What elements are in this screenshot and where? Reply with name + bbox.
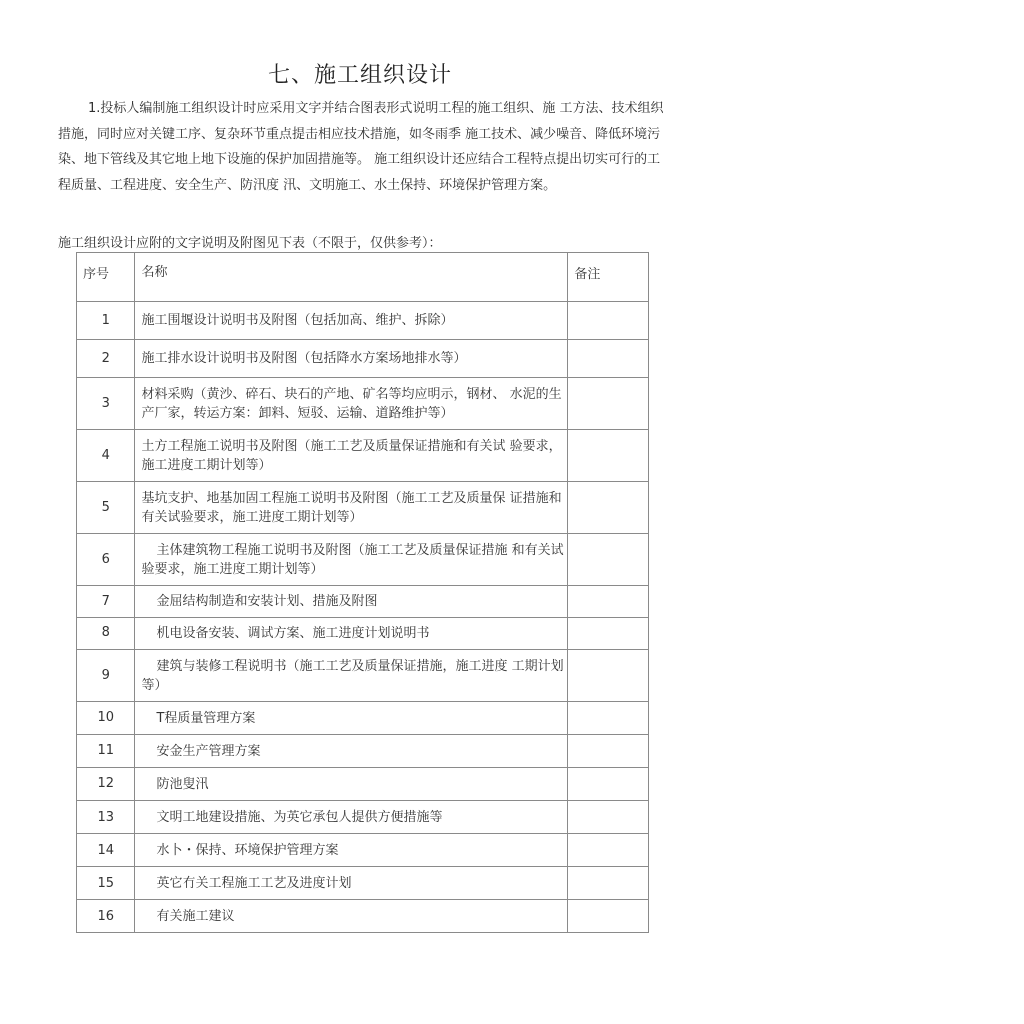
row-no: 10 [77, 702, 135, 735]
table-row [77, 735, 649, 768]
row-note [568, 867, 649, 900]
row-no: 4 [77, 430, 135, 482]
attachments-table [76, 252, 649, 933]
row-no: 1 [77, 302, 135, 340]
row-name [135, 867, 568, 900]
table-row [77, 482, 649, 534]
row-name-text: 防池叟汛 [156, 776, 209, 792]
row-name-text: 水卜・保持、环境保护管理方案 [156, 842, 339, 858]
row-note [568, 586, 649, 618]
row-name [135, 586, 568, 618]
row-no: 15 [77, 867, 135, 900]
table-row [77, 430, 649, 482]
table-row [77, 867, 649, 900]
table-row [77, 586, 649, 618]
row-name-text: T程质量管理方案 [156, 710, 256, 726]
table-row [77, 768, 649, 801]
row-name-text: 文明工地建设措施、为英它承包人提供方便措施等 [156, 809, 443, 825]
intro-text: 1.投标人编制施工组织设计时应采用文字并结合图表形式说明工程的施工组织、施 工方法、技术组织措施，同时应对关键工序、复杂环节重点提击相应技术措施，如冬雨季 施工技术、减少噪音、降低环境污染、地下管线及其它地上地下设施的保护加固措施等。 施工组织设计还应结合工程特点提出切实可行的工程质量、工程进度、安全生产、防汛度 汛、文明施工、水土保持、环境保护管理方案。 [58, 101, 664, 193]
intro-paragraph [58, 96, 670, 198]
row-note [568, 618, 649, 650]
table-row [77, 378, 649, 430]
row-no: 8 [77, 618, 135, 650]
row-no: 3 [77, 378, 135, 430]
header-no: 序号 [77, 253, 135, 302]
header-note: 备注 [568, 253, 649, 302]
row-name: 土方工程施工说明书及附图（施工工艺及质量保证措施和有关试 验要求，施工进度工期计划等） [135, 430, 568, 482]
row-name-text: 有关施工建议 [156, 908, 235, 924]
row-name [135, 702, 568, 735]
row-no: 5 [77, 482, 135, 534]
row-name [135, 534, 568, 586]
row-name [135, 735, 568, 768]
row-name: 材料采购（黄沙、碎石、块石的产地、矿名等均应明示，钢材、 水泥的生产厂家，转运方案：卸料、短驳、运输、道路维护等） [135, 378, 568, 430]
row-name-text: 金屈结构制造和安装计划、措施及附图 [156, 594, 378, 609]
row-name-text: 安金生产管理方案 [156, 743, 261, 759]
row-name [135, 650, 568, 702]
table-header-row [77, 253, 649, 302]
row-note [568, 801, 649, 834]
table-row [77, 801, 649, 834]
row-name-text: 建筑与装修工程说明书（施工工艺及质量保证措施，施工进度 工期计划等） [141, 658, 564, 693]
table-row [77, 618, 649, 650]
row-name [135, 768, 568, 801]
row-note [568, 900, 649, 933]
row-no: 2 [77, 340, 135, 378]
table-caption: 施工组织设计应附的文字说明及附图见下表（不限于，仅供参考）： [58, 236, 442, 251]
row-no: 13 [77, 801, 135, 834]
row-no: 14 [77, 834, 135, 867]
row-name [135, 618, 568, 650]
row-note [568, 702, 649, 735]
row-note [568, 430, 649, 482]
row-note [568, 768, 649, 801]
row-note [568, 534, 649, 586]
row-no: 12 [77, 768, 135, 801]
table-row [77, 900, 649, 933]
row-name: 基坑支护、地基加固工程施工说明书及附图（施工工艺及质量保 证措施和有关试验要求，施工进度工期计划等） [135, 482, 568, 534]
row-name-text: 机电设备安装、调试方案、施工进度计划说明书 [156, 626, 430, 641]
row-no: 6 [77, 534, 135, 586]
row-name [135, 834, 568, 867]
row-name-text: 主体建筑物工程施工说明书及附图（施工工艺及质量保证措施 和有关试验要求，施工进度工期计划等） [141, 542, 564, 577]
row-name [135, 900, 568, 933]
row-name: 施工排水设计说明书及附图（包括降水方案场地排水等） [135, 340, 568, 378]
row-note [568, 650, 649, 702]
row-name: 施工围堰设计说明书及附图（包括加高、维护、拆除） [135, 302, 568, 340]
row-note [568, 340, 649, 378]
row-note [568, 834, 649, 867]
row-note [568, 378, 649, 430]
row-no: 16 [77, 900, 135, 933]
row-note [568, 482, 649, 534]
table-row [77, 302, 649, 340]
row-name [135, 801, 568, 834]
row-note [568, 735, 649, 768]
row-no: 11 [77, 735, 135, 768]
table-row [77, 534, 649, 586]
row-no: 9 [77, 650, 135, 702]
table-row [77, 340, 649, 378]
table-row [77, 650, 649, 702]
row-note [568, 302, 649, 340]
table-row [77, 702, 649, 735]
document-title: 七、施工组织设计 [268, 63, 453, 88]
row-no: 7 [77, 586, 135, 618]
header-name: 名称 [135, 253, 568, 302]
row-name-text: 英它冇关工程施工工艺及进度计划 [156, 875, 352, 891]
table-row [77, 834, 649, 867]
